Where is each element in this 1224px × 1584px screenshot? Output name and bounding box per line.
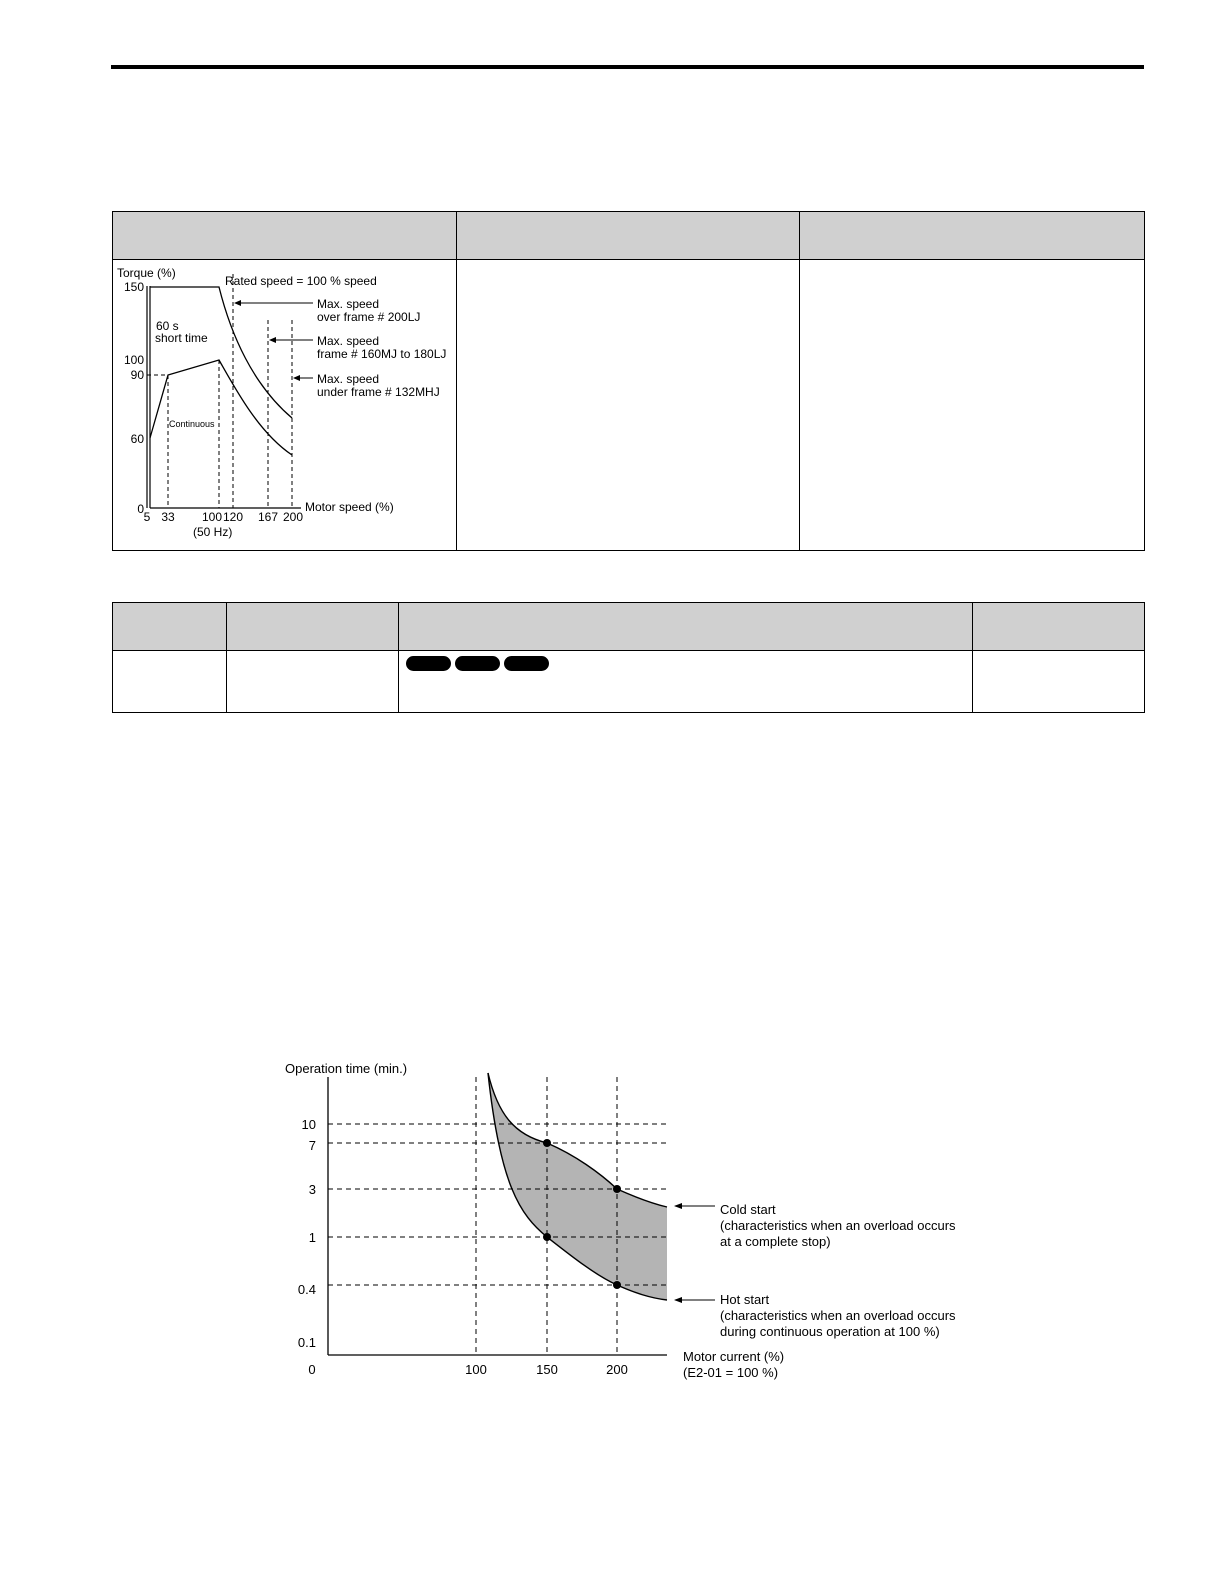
- torque-ylabel: Torque (%): [117, 266, 176, 280]
- arrow1-line1: Max. speed: [317, 297, 380, 311]
- ytick-90: 90: [130, 368, 144, 382]
- short-time-label-1: 60 s: [156, 319, 179, 333]
- xtick-167: 167: [257, 510, 279, 524]
- xtick-120: 120: [222, 510, 244, 524]
- table2-header-3: [399, 603, 973, 651]
- control-mode-badge-3: [504, 656, 549, 671]
- ytick-100: 100: [123, 353, 144, 367]
- table2-header-1: [113, 603, 227, 651]
- xtick-100: 100: [465, 1362, 487, 1377]
- arrow2-line2: frame # 160MJ to 180LJ: [317, 347, 447, 361]
- ytick-3: 3: [308, 1182, 316, 1197]
- overload-chart: [270, 1055, 990, 1390]
- table1-cell-3: [800, 260, 1145, 551]
- hot-start-point-200: [613, 1281, 621, 1289]
- continuous-torque-curve: [150, 360, 292, 455]
- hot-start-label: Hot start: [720, 1292, 770, 1307]
- overload-shaded-region: [488, 1073, 667, 1300]
- xtick-200: 200: [282, 510, 304, 524]
- table2-header-2: [227, 603, 399, 651]
- table2-cell-3: [399, 651, 973, 713]
- table2-header-4: [973, 603, 1145, 651]
- continuous-label: Continuous: [169, 419, 215, 429]
- ytick-0: 0: [137, 502, 144, 516]
- ytick-0-1: 0.1: [297, 1335, 316, 1350]
- control-mode-badge-1: [406, 656, 451, 671]
- arrow3-line1: Max. speed: [317, 372, 380, 386]
- arrow2-head: [269, 337, 276, 343]
- xtick-0: 0: [308, 1362, 316, 1377]
- table2-cell-4: [973, 651, 1145, 713]
- arrow3-head: [293, 375, 300, 381]
- control-mode-badges: [399, 651, 972, 671]
- table1-header-2: [457, 212, 800, 260]
- xtick-100: 100: [201, 510, 223, 524]
- hot-start-point-150: [543, 1233, 551, 1241]
- table2-cell-2: [227, 651, 399, 713]
- arrow1-line2: over frame # 200LJ: [317, 310, 421, 324]
- cold-start-desc-1: (characteristics when an overload occurs: [720, 1218, 956, 1233]
- ytick-1: 1: [308, 1230, 316, 1245]
- table1-header-1: [113, 212, 457, 260]
- overload-xlabel: Motor current (%): [683, 1349, 785, 1364]
- motor-characteristics-table: [112, 211, 1145, 551]
- cold-start-arrow-head: [674, 1203, 682, 1209]
- table2-cell-1: [113, 651, 227, 713]
- cold-start-label: Cold start: [720, 1202, 776, 1217]
- overload-xlabel-note: (E2-01 = 100 %): [683, 1365, 779, 1380]
- arrow3-line2: under frame # 132MHJ: [317, 385, 440, 399]
- arrow2-line1: Max. speed: [317, 334, 380, 348]
- hot-start-arrow-head: [674, 1297, 682, 1303]
- hot-start-desc-2: during continuous operation at 100 %): [720, 1324, 940, 1339]
- short-time-label-2: short time: [155, 331, 208, 345]
- cold-start-desc-2: at a complete stop): [720, 1234, 831, 1249]
- hot-start-desc-1: (characteristics when an overload occurs: [720, 1308, 956, 1323]
- top-rule: [111, 65, 1144, 69]
- torque-xlabel: Motor speed (%): [305, 500, 394, 514]
- ytick-150: 150: [123, 280, 144, 294]
- ytick-7: 7: [308, 1138, 316, 1153]
- overload-ylabel: Operation time (min.): [285, 1061, 408, 1076]
- ytick-0-4: 0.4: [297, 1282, 316, 1297]
- table1-cell-2: [457, 260, 800, 551]
- control-mode-badge-2: [455, 656, 500, 671]
- torque-chart-cell: [113, 260, 457, 551]
- short-time-torque-curve: [150, 287, 292, 418]
- cold-start-point-200: [613, 1185, 621, 1193]
- xtick-33: 33: [161, 510, 175, 524]
- parameter-table: [112, 602, 1145, 713]
- ytick-10: 10: [301, 1117, 316, 1132]
- ytick-60: 60: [130, 432, 144, 446]
- xtick-150: 150: [536, 1362, 558, 1377]
- table1-header-3: [800, 212, 1145, 260]
- xtick-note: (50 Hz): [193, 525, 233, 539]
- cold-start-point-150: [543, 1139, 551, 1147]
- xtick-200: 200: [606, 1362, 628, 1377]
- arrow1-head: [234, 300, 241, 306]
- xtick-5: 5: [143, 510, 151, 524]
- torque-speed-chart: [113, 260, 457, 545]
- rated-speed-label: Rated speed = 100 % speed: [225, 274, 377, 288]
